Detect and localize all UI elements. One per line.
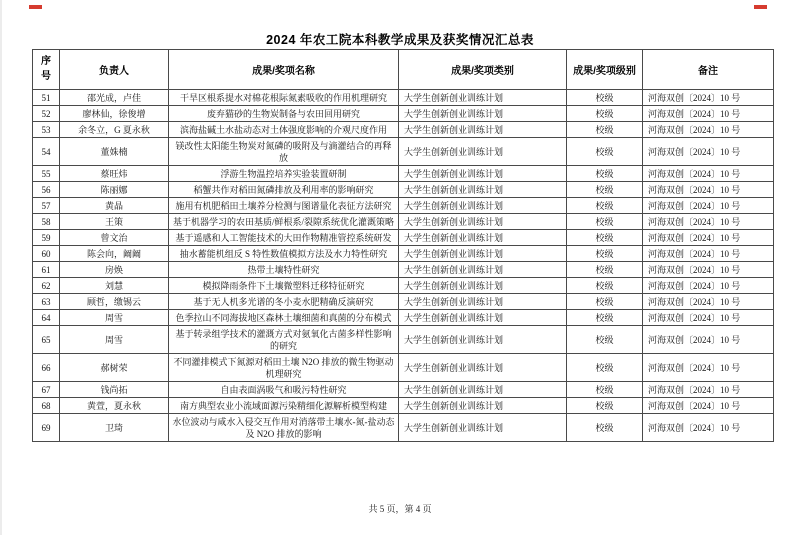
cell-name: 浮游生物温控培养实验装置研制: [169, 166, 399, 182]
cell-name: 色季拉山不同海拔地区森林土壤细菌和真菌的分布模式: [169, 310, 399, 326]
header-note: 备注: [643, 50, 774, 90]
cell-category: 大学生创新创业训练计划: [399, 246, 567, 262]
cell-note: 河海双创〔2024〕10 号: [643, 278, 774, 294]
cell-no: 54: [33, 138, 60, 166]
table-row: [33, 90, 774, 106]
cell-category: 大学生创新创业训练计划: [399, 198, 567, 214]
cell-no: 65: [33, 326, 60, 354]
cell-no: 53: [33, 122, 60, 138]
cell-person: 钱尚拓: [60, 382, 169, 398]
cell-category: 大学生创新创业训练计划: [399, 214, 567, 230]
cell-name: 施用有机肥稻田土壤养分检测与图谱量化表征方法研究: [169, 198, 399, 214]
cell-category: 大学生创新创业训练计划: [399, 382, 567, 398]
cell-no: 52: [33, 106, 60, 122]
red-corner-mark-right: [754, 5, 767, 9]
cell-no: 58: [33, 214, 60, 230]
cell-level: 校级: [567, 262, 643, 278]
cell-person: 余冬立，G 夏永秋: [60, 122, 169, 138]
cell-person: 邵光成，卢佳: [60, 90, 169, 106]
table-row: [33, 262, 774, 278]
cell-name: 镁改性太阳能生物炭对氮磷的吸附及与滴灌结合的再释放: [169, 138, 399, 166]
cell-category: 大学生创新创业训练计划: [399, 354, 567, 382]
cell-person: 陈丽娜: [60, 182, 169, 198]
cell-level: 校级: [567, 354, 643, 382]
cell-level: 校级: [567, 182, 643, 198]
table-row: [33, 122, 774, 138]
table-row: [33, 166, 774, 182]
cell-person: 顾哲，缴锡云: [60, 294, 169, 310]
cell-note: 河海双创〔2024〕10 号: [643, 246, 774, 262]
table-row: [33, 398, 774, 414]
cell-category: 大学生创新创业训练计划: [399, 138, 567, 166]
cell-level: 校级: [567, 90, 643, 106]
page-number-footer: 共 5 页，第 4 页: [368, 504, 432, 514]
cell-person: 卫琦: [60, 414, 169, 442]
cell-name: 滨海盐碱土水盐动态对土体强度影响的介观尺度作用: [169, 122, 399, 138]
cell-person: 周雪: [60, 310, 169, 326]
cell-name: 废弃猫砂的生物炭制备与农田回用研究: [169, 106, 399, 122]
cell-note: 河海双创〔2024〕10 号: [643, 354, 774, 382]
cell-person: 王策: [60, 214, 169, 230]
cell-level: 校级: [567, 230, 643, 246]
header-category: 成果/奖项类别: [399, 50, 567, 90]
cell-category: 大学生创新创业训练计划: [399, 106, 567, 122]
cell-name: 模拟降雨条件下土壤微塑料迁移特征研究: [169, 278, 399, 294]
cell-no: 57: [33, 198, 60, 214]
cell-name: 基于转录组学技术的灌溉方式对氨氧化古菌多样性影响的研究: [169, 326, 399, 354]
cell-category: 大学生创新创业训练计划: [399, 326, 567, 354]
cell-person: 曾文治: [60, 230, 169, 246]
cell-person: 廖林仙，徐俊增: [60, 106, 169, 122]
cell-category: 大学生创新创业训练计划: [399, 166, 567, 182]
cell-note: 河海双创〔2024〕10 号: [643, 106, 774, 122]
cell-person: 刘慧: [60, 278, 169, 294]
cell-note: 河海双创〔2024〕10 号: [643, 230, 774, 246]
cell-level: 校级: [567, 106, 643, 122]
red-corner-mark-left: [29, 5, 42, 9]
cell-name: 自由表面涡吸气和吸污特性研究: [169, 382, 399, 398]
table-body: [33, 90, 774, 442]
table-row: [33, 278, 774, 294]
cell-category: 大学生创新创业训练计划: [399, 398, 567, 414]
table-row: [33, 246, 774, 262]
cell-person: 郝树荣: [60, 354, 169, 382]
cell-person: 房焕: [60, 262, 169, 278]
table-row: [33, 198, 774, 214]
cell-note: 河海双创〔2024〕10 号: [643, 122, 774, 138]
cell-note: 河海双创〔2024〕10 号: [643, 294, 774, 310]
cell-no: 63: [33, 294, 60, 310]
cell-level: 校级: [567, 398, 643, 414]
cell-category: 大学生创新创业训练计划: [399, 294, 567, 310]
cell-note: 河海双创〔2024〕10 号: [643, 182, 774, 198]
header-name: 成果/奖项名称: [169, 50, 399, 90]
cell-note: 河海双创〔2024〕10 号: [643, 382, 774, 398]
cell-level: 校级: [567, 246, 643, 262]
cell-person: 周雪: [60, 326, 169, 354]
cell-note: 河海双创〔2024〕10 号: [643, 90, 774, 106]
cell-name: 不同灌排模式下氮源对稻田土壤 N2O 排放的微生物驱动机理研究: [169, 354, 399, 382]
cell-name: 基于机器学习的农田基质/鲜根系/裂隙系统优化灌溉策略: [169, 214, 399, 230]
header-row: [33, 50, 774, 90]
cell-category: 大学生创新创业训练计划: [399, 278, 567, 294]
cell-note: 河海双创〔2024〕10 号: [643, 326, 774, 354]
cell-person: 陈会向，阚阚: [60, 246, 169, 262]
cell-category: 大学生创新创业训练计划: [399, 230, 567, 246]
cell-category: 大学生创新创业训练计划: [399, 122, 567, 138]
cell-level: 校级: [567, 166, 643, 182]
cell-level: 校级: [567, 326, 643, 354]
cell-person: 黄晶: [60, 198, 169, 214]
cell-note: 河海双创〔2024〕10 号: [643, 166, 774, 182]
cell-name: 水位波动与咸水入侵交互作用对消落带土壤水-氮-盐动态及 N2O 排放的影响: [169, 414, 399, 442]
table-row: [33, 326, 774, 354]
cell-level: 校级: [567, 214, 643, 230]
cell-category: 大学生创新创业训练计划: [399, 310, 567, 326]
awards-summary-table: [32, 49, 774, 442]
header-no: [33, 50, 60, 90]
header-level: 成果/奖项级别: [567, 50, 643, 90]
cell-name: 南方典型农业小流域面源污染精细化源解析模型构建: [169, 398, 399, 414]
cell-note: 河海双创〔2024〕10 号: [643, 398, 774, 414]
cell-note: 河海双创〔2024〕10 号: [643, 138, 774, 166]
cell-note: 河海双创〔2024〕10 号: [643, 214, 774, 230]
cell-note: 河海双创〔2024〕10 号: [643, 262, 774, 278]
cell-name: 稻蟹共作对稻田氮磷排放及利用率的影响研究: [169, 182, 399, 198]
table-header: [33, 50, 774, 90]
table-row: [33, 182, 774, 198]
cell-category: 大学生创新创业训练计划: [399, 414, 567, 442]
header-no-label: 序号: [41, 56, 51, 82]
cell-no: 60: [33, 246, 60, 262]
cell-person: 蔡旺炜: [60, 166, 169, 182]
cell-name: 抽水蓄能机组反 S 特性数值模拟方法及水力特性研究: [169, 246, 399, 262]
cell-name: 基于遥感和人工智能技术的大田作物精准管控系统研发: [169, 230, 399, 246]
table-row: [33, 106, 774, 122]
table-row: [33, 414, 774, 442]
cell-no: 61: [33, 262, 60, 278]
cell-note: 河海双创〔2024〕10 号: [643, 414, 774, 442]
table-row: [33, 354, 774, 382]
cell-note: 河海双创〔2024〕10 号: [643, 310, 774, 326]
cell-level: 校级: [567, 198, 643, 214]
cell-no: 59: [33, 230, 60, 246]
table-row: [33, 138, 774, 166]
cell-person: 董姝楠: [60, 138, 169, 166]
cell-level: 校级: [567, 414, 643, 442]
cell-person: 黄萱，夏永秋: [60, 398, 169, 414]
cell-category: 大学生创新创业训练计划: [399, 90, 567, 106]
cell-no: 69: [33, 414, 60, 442]
table-row: [33, 382, 774, 398]
cell-level: 校级: [567, 294, 643, 310]
cell-level: 校级: [567, 382, 643, 398]
cell-level: 校级: [567, 122, 643, 138]
cell-level: 校级: [567, 278, 643, 294]
cell-name: 基于无人机多光谱的冬小麦水肥精确反演研究: [169, 294, 399, 310]
table-row: [33, 230, 774, 246]
table-row: [33, 214, 774, 230]
cell-level: 校级: [567, 310, 643, 326]
cell-no: 64: [33, 310, 60, 326]
cell-no: 56: [33, 182, 60, 198]
cell-name: 干旱区根系提水对棉花根际氮素吸收的作用机理研究: [169, 90, 399, 106]
cell-no: 51: [33, 90, 60, 106]
cell-no: 66: [33, 354, 60, 382]
cell-name: 热带土壤特性研究: [169, 262, 399, 278]
page-title: 2024 年农工院本科教学成果及获奖情况汇总表: [266, 33, 534, 47]
cell-category: 大学生创新创业训练计划: [399, 182, 567, 198]
cell-note: 河海双创〔2024〕10 号: [643, 198, 774, 214]
table-row: [33, 310, 774, 326]
cell-no: 67: [33, 382, 60, 398]
table-row: [33, 294, 774, 310]
cell-no: 55: [33, 166, 60, 182]
cell-category: 大学生创新创业训练计划: [399, 262, 567, 278]
cell-no: 68: [33, 398, 60, 414]
cell-level: 校级: [567, 138, 643, 166]
header-person: 负责人: [60, 50, 169, 90]
cell-no: 62: [33, 278, 60, 294]
